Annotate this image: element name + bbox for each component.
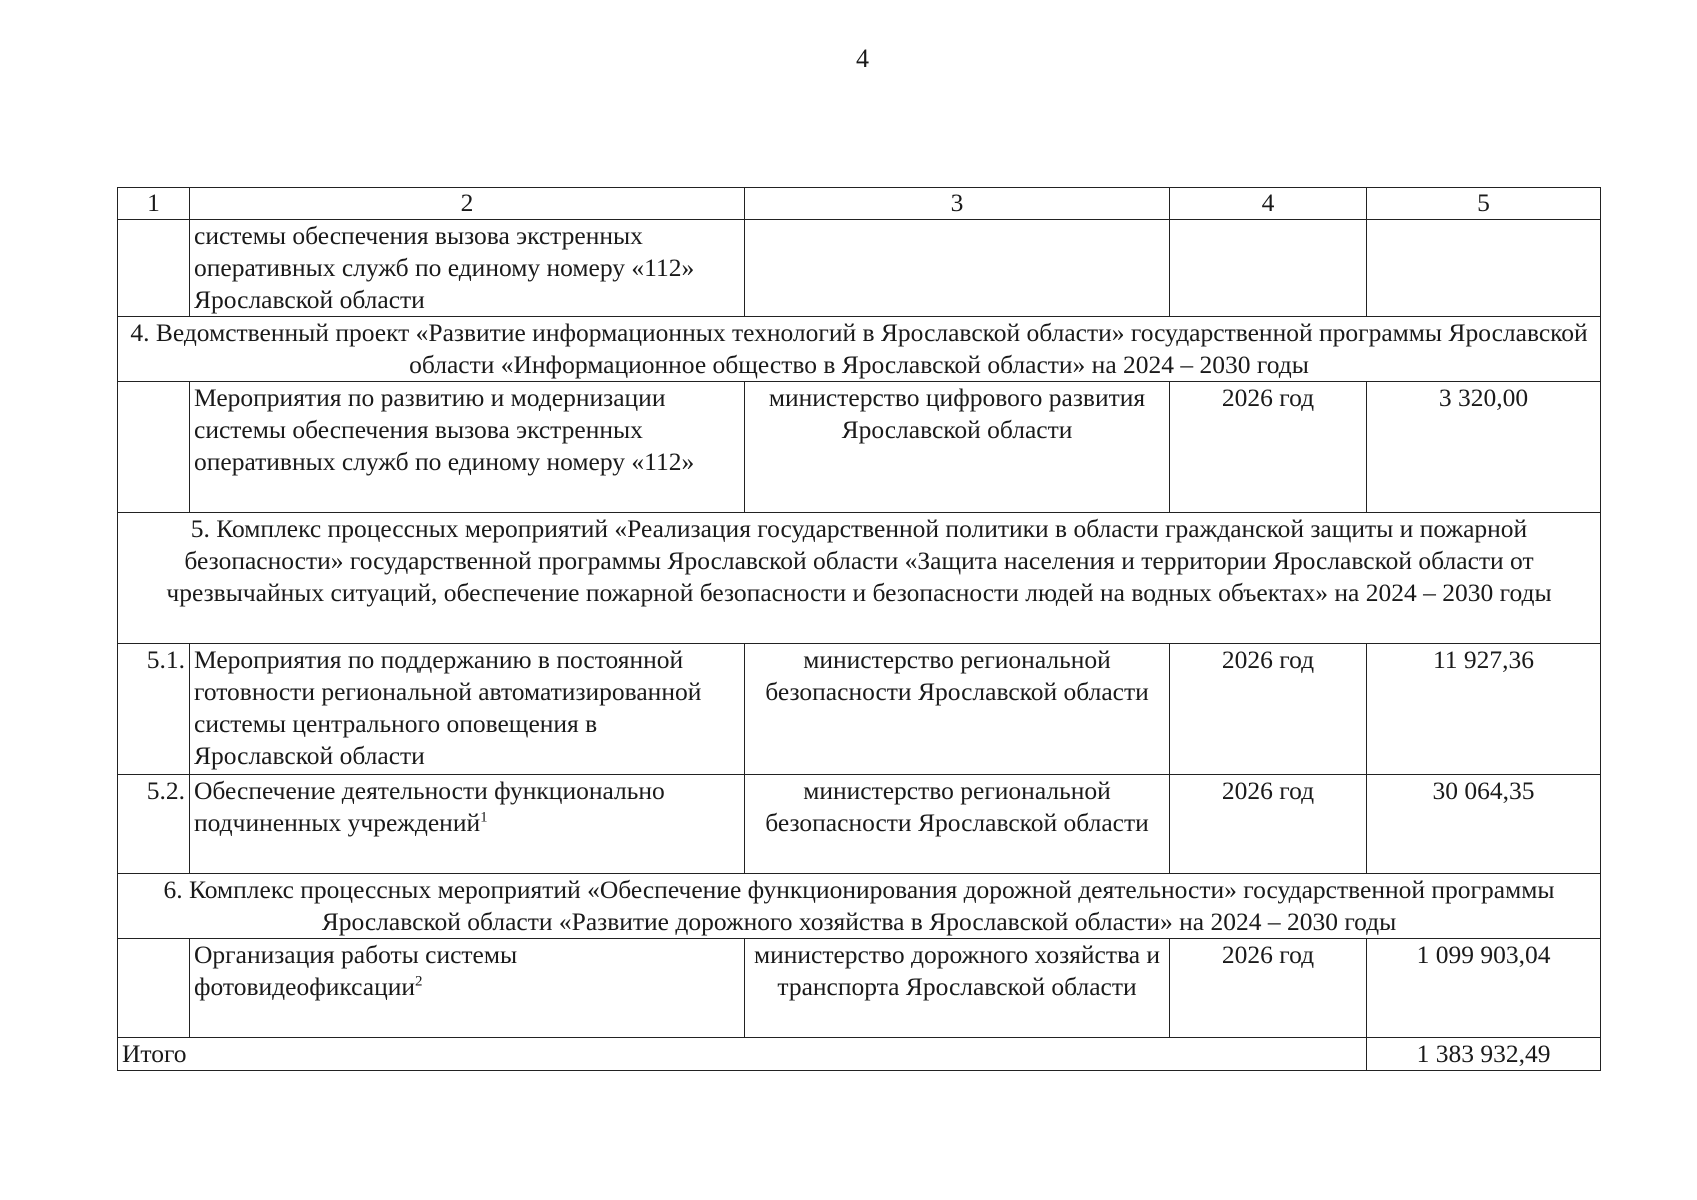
column-header: 1: [118, 188, 190, 220]
footnote-marker: 1: [480, 809, 488, 826]
activity-name: Мероприятия по поддержанию в постоянной готовности региональной автоматизированной системы центрального оповещения в Ярославской области: [190, 644, 745, 775]
row-number: 5.2.: [118, 775, 190, 874]
row-number: 5.1.: [118, 644, 190, 775]
executor: министерство дорожного хозяйства и транспорта Ярославской области: [745, 939, 1170, 1038]
total-label: Итого: [118, 1038, 1367, 1071]
activity-name: Организация работы системы фотовидеофиксации: [194, 940, 518, 1001]
table-row: [118, 220, 1601, 317]
section-row: [118, 317, 1601, 382]
executor: министерство цифрового развития Ярославской области: [745, 382, 1170, 513]
executor: министерство региональной безопасности Ярославской области: [745, 644, 1170, 775]
column-header: 2: [190, 188, 745, 220]
table-row: [118, 644, 1601, 775]
table-header-row: [118, 188, 1601, 220]
period: 2026 год: [1170, 644, 1367, 775]
table-row: [118, 775, 1601, 874]
section-row: [118, 513, 1601, 644]
amount: 30 064,35: [1367, 775, 1601, 874]
amount: [1367, 220, 1601, 317]
activity-name: Обеспечение деятельности функционально подчиненных учреждений: [194, 776, 665, 837]
activity-name: Мероприятия по развитию и модернизации системы обеспечения вызова экстренных оперативных служб по единому номеру «112»: [190, 382, 745, 513]
total-row: [118, 1038, 1601, 1071]
table-row: [118, 382, 1601, 513]
section-row: [118, 874, 1601, 939]
executor: [745, 220, 1170, 317]
section-title: 6. Комплекс процессных мероприятий «Обеспечение функционирования дорожной деятельности» государственной программы Ярославской области «Развитие дорожного хозяйства в Ярославской области» на 2024 – 2030 годы: [118, 874, 1601, 939]
column-header: 5: [1367, 188, 1601, 220]
page-number: 4: [856, 44, 869, 73]
period: [1170, 220, 1367, 317]
budget-table: [117, 187, 1601, 1071]
period: 2026 год: [1170, 382, 1367, 513]
footnote-marker: 2: [415, 973, 423, 990]
row-number: [118, 939, 190, 1038]
total-amount: 1 383 932,49: [1367, 1038, 1601, 1071]
amount: 1 099 903,04: [1367, 939, 1601, 1038]
section-title: 5. Комплекс процессных мероприятий «Реализация государственной политики в области гражданской защиты и пожарной безопасности» государственной программы Ярославской области «Защита населения и территории Ярославской области от чрезвычайных ситуаций, обеспечение пожарной безопасности и безопасности людей на водных объектах» на 2024 – 2030 годы: [118, 513, 1601, 644]
amount: 11 927,36: [1367, 644, 1601, 775]
section-title: 4. Ведомственный проект «Развитие информационных технологий в Ярославской области» государственной программы Ярославской области «Информационное общество в Ярославской области» на 2024 – 2030 годы: [118, 317, 1601, 382]
row-number: [118, 220, 190, 317]
activity-name: системы обеспечения вызова экстренных оперативных служб по единому номеру «112» Ярославской области: [190, 220, 745, 317]
table-row: [118, 939, 1601, 1038]
column-header: 4: [1170, 188, 1367, 220]
activity-name-cell: [190, 939, 745, 1038]
amount: 3 320,00: [1367, 382, 1601, 513]
row-number: [118, 382, 190, 513]
column-header: 3: [745, 188, 1170, 220]
executor: министерство региональной безопасности Ярославской области: [745, 775, 1170, 874]
period: 2026 год: [1170, 939, 1367, 1038]
activity-name-cell: [190, 775, 745, 874]
period: 2026 год: [1170, 775, 1367, 874]
